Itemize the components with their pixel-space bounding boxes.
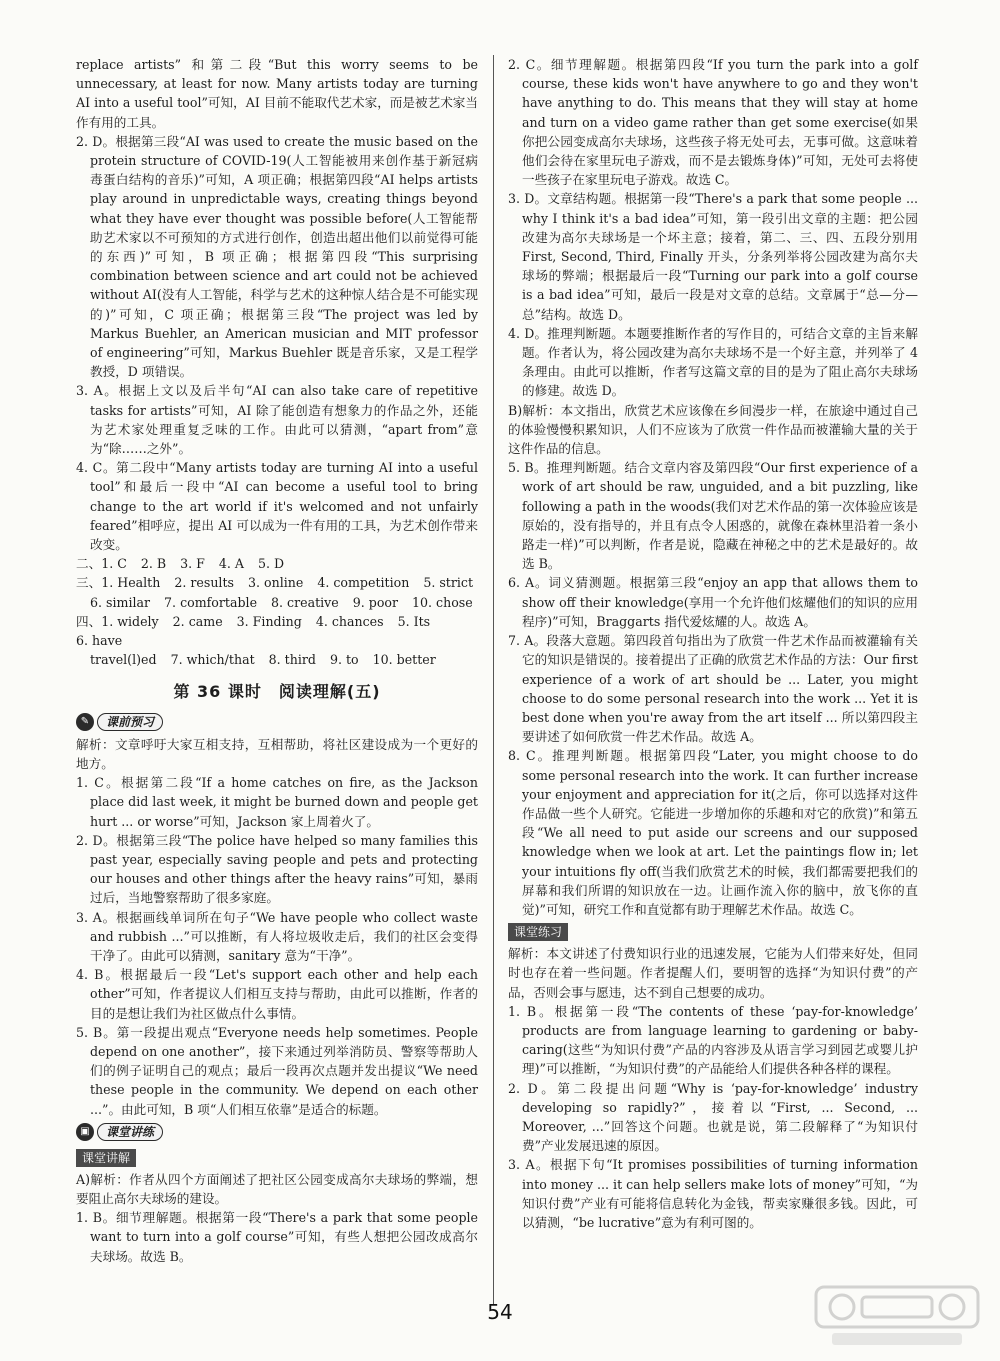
section-4-answers-row2 xyxy=(76,650,478,669)
answer-item: 3. A。根据上文以及后半句“AI can also take care of repetitive tasks for artists”可知，AI 除了能创造有想象力的作品之外，还能为艺术家处理重复乏味的工作。由此可以猜测，“apart from”意为“除……之外”。 xyxy=(76,383,478,457)
answer-key: 9. to xyxy=(329,652,359,668)
answer-item: 3. D。文章结构题。根据第一段“There's a park that some people ... why I think it's a bad idea”可知，第一段引出文章的主题：把公园改建为高尔夫球场是一个坏主意；接着，第二、三、四、五段分别用 First, Second, Third, Finally 开头，分条列举将公园改建为高尔夫球场的弊端；根据最后一段“Turning our park into a golf course is a bad idea”可知，最后一段是对文章的总结。文章属于“总—分—总”结构。故选 D。 xyxy=(508,191,918,322)
answer-key: 5. strict xyxy=(423,575,474,591)
answer-key: 二、1. C xyxy=(76,556,127,572)
section-box-label: 课堂练习 xyxy=(508,923,568,941)
answer-key: 10. chose xyxy=(412,594,473,610)
answer-key: 4. competition xyxy=(317,575,410,591)
analysis-intro: B)解析：本文指出，欣赏艺术应该像在乡间漫步一样，在旅途中通过自己的体验慢慢积累知识，人们不应该为了欣赏一件作品而被灌输大量的关于这件作品的信息。 xyxy=(508,402,918,457)
badge-label: 课堂讲练 xyxy=(97,1123,163,1141)
answer-key: 2. B xyxy=(140,556,167,572)
answer-item: 2. C。细节理解题。根据第四段“If you turn the park into a golf course, these kids won't have anywhere to go and they won't have anything to do. This means that they will stay at home and turn on a video game rather than get some exercise(如果你把公园变成高尔夫球场，这些孩子将无处可去，无事可做。这意味着他们会待在家里玩电子游戏，而不是去锻炼身体)”可知，无处可去将使一些孩子在家里玩电子游戏。故选 C。 xyxy=(508,57,918,188)
answer-key: 8. creative xyxy=(271,594,339,610)
answer-item: 4. D。推理判断题。本题要推断作者的写作目的，可结合文章的主旨来解题。作者认为，将公园改建为高尔夫球场不是一个好主意，并列举了 4 条理由。由此可以推断，作者写这篇文章的目的是为了阻止高尔夫球场的修建。故选 D。 xyxy=(508,325,918,399)
page-number: 54 xyxy=(487,1300,513,1324)
answer-key: 10. better xyxy=(372,652,436,668)
answer-key: 5. Its xyxy=(397,613,431,629)
answer-key: 四、1. widely xyxy=(76,613,159,629)
analysis-intro: 解析：文章呼吁大家互相支持，互相帮助，将社区建设成为一个更好的地方。 xyxy=(76,736,478,771)
answer-key: 3. online xyxy=(247,575,304,591)
answer-item: 1. C。根据第二段“If a home catches on fire, as the Jackson place did last week, it might be burned down and people get hurt ... or worse”可知，Jackson 家上周着火了。 xyxy=(76,775,478,829)
answer-key: 7. comfortable xyxy=(164,594,258,610)
answer-key: 4. chances xyxy=(315,613,384,629)
answer-key: 6. have xyxy=(76,633,123,649)
answer-item: 5. B。推理判断题。结合文章内容及第四段“Our first experience of a work of art should be raw, unguided, and a bit puzzling, like following a path in the woods(我们对艺术作品的第一次体验应该是原始的，没有指导的，并且有点令人困惑的，就像在森林里沿着一条小路走一样)”可以判断，作者是说，隐藏在神秘之中的艺术是最好的。故选 B。 xyxy=(508,460,918,572)
analysis-intro: 解析：本文讲述了付费知识行业的迅速发展，它能为人们带来好处，但同时也存在着一些问题。作者提醒人们，要明智的选择“为知识付费”的产品，否则会事与愿违，达不到自己想要的成功。 xyxy=(508,946,918,1000)
answer-key: 3. F xyxy=(180,556,205,572)
answer-key: 6. similar xyxy=(90,594,151,610)
answer-key: 9. poor xyxy=(352,594,399,610)
answer-item: 7. A。段落大意题。第四段首句指出为了欣赏一件艺术作品而被灌输有关它的知识是错误的。接着提出了正确的欣赏艺术作品的方法：Our first experience of a work of art should be ... Later, you might choose to do some personal research into the work ... Yet it is best done when you're away from the art itself ... 所以第四段主要讲述了如何欣赏一件艺术作品。故选 A。 xyxy=(508,633,918,745)
analysis-intro: A)解析：作者从四个方面阐述了把社区公园变成高尔夫球场的弊端，想要阻止高尔夫球场的建设。 xyxy=(76,1171,478,1206)
section-3-answers-row1 xyxy=(76,573,478,592)
answer-key: 8. third xyxy=(268,652,316,668)
badge-label: 课前预习 xyxy=(97,713,163,731)
section-3-answers-row2 xyxy=(76,593,478,612)
answer-item: 4. B。根据最后一段“Let's support each other and help each other”可知，作者提议人们相互支持与帮助，由此可以推断，作者的目的是想让我们为社区做点什么事情。 xyxy=(76,967,478,1021)
answer-key: travel(l)ed xyxy=(90,652,157,668)
answer-item: 3. A。根据画线单词所在句子“We have people who collect waste and rubbish ...”可以推断，有人将垃圾收走后，我们的社区会变得干净了。由此可以猜测，sanitary 意为“干净”。 xyxy=(76,909,478,963)
section-2-answers xyxy=(76,554,478,573)
answer-item: 2. D。根据第三段“The police have helped so many families this past year, especially saving people and pets and protecting our houses and other things after the heavy rains”可知，暴雨过后，当地警察帮助了很多家庭。 xyxy=(76,832,478,906)
answer-item: 8. C。推理判断题。根据第四段“Later, you might choose to do some personal research into the work. It can further increase your enjoyment and appreciation for it(之后，你可以选择对这件作品做一些个人研究。它能进一步增加你的乐趣和对它的欣赏)”和第五段“We all need to put aside our screens and our supposed knowledge when we look at art. Let the paintings flow in; let your intuitions fly off(当我们欣赏艺术的时候，我们都需要把我们的屏幕和我们所谓的知识放在一边。让画作流入你的脑中，放飞你的直觉)”可知，研究工作和直觉都有助于理解艺术作品。故选 C。 xyxy=(508,748,918,917)
preview-badge xyxy=(76,713,163,731)
column-divider xyxy=(493,55,494,1305)
answer-item: 1. B。根据第一段“The contents of these ‘pay-for-knowledge’ products are from language learning to gardening or baby-caring(这些“为知识付费”产品的内容涉及从语言学习到园艺或婴儿护理)”可以推断，“为知识付费”的产品能给人们提供各种各样的课程。 xyxy=(508,1003,918,1077)
answer-item: 3. A。根据下句“It promises possibilities of turning information into money ... it can help sellers make lots of money”可知，“为知识付费”产业有可能将信息转化为金钱，帮卖家赚很多钱。因此，可以猜测，“be lucrative”意为有利可图的。 xyxy=(508,1157,918,1230)
answer-key: 2. came xyxy=(172,613,223,629)
book-icon: ▣ xyxy=(76,1123,94,1141)
lesson-title: 第 36 课时 阅读理解(五) xyxy=(173,681,381,701)
answer-item: 4. C。第二段中“Many artists today are turning AI into a useful tool”和最后一段中“AI can become a useful tool to bring change to the art world if it's welcomed and not unfairly feared”相呼应，提出 AI 可以成为一件有用的工具，为艺术创作带来改变。 xyxy=(76,460,478,553)
answer-key: 5. D xyxy=(258,556,285,572)
watermark-logo xyxy=(812,1281,982,1351)
answer-item: 1. B。细节理解题。根据第一段“There's a park that some people want to turn into a golf course”可知，有些人想把公园改成高尔夫球场。故选 B。 xyxy=(76,1210,478,1264)
section-4-answers-row1 xyxy=(76,612,478,650)
answer-item: 5. B。第一段提出观点“Everyone needs help sometimes. People depend on one another”，接下来通过列举消防员、警察等帮助人们的例子证明自己的观点；最后一段再次点题并发出提议“We need these people in the community. We depend on each other ...”。由此可知，B 项“人们相互依靠”是适合的标题。 xyxy=(76,1024,478,1117)
pen-icon: ✎ xyxy=(76,713,94,731)
answer-item: 2. D。第二段提出问题“Why is ‘pay-for-knowledge’ industry developing so rapidly?”，接着以“First, ... Second, ... Moreover, ...”回答这个问题。也就是说，第二段解释了“为知识付费”产业发展迅速的原因。 xyxy=(508,1080,918,1154)
answer-key: 三、1. Health xyxy=(76,575,161,591)
answer-key: 2. results xyxy=(174,575,234,591)
class-badge xyxy=(76,1123,163,1141)
answer-key: 3. Finding xyxy=(236,613,302,629)
answer-key: 7. which/that xyxy=(170,652,255,668)
answer-key: 4. A xyxy=(218,556,245,572)
answer-item: 2. D。根据第三段“AI was used to create the music based on the protein structure of COVID-19(人工智能被用来创作基于新冠病毒蛋白结构的音乐)”可知，A 项正确；根据第四段“AI helps artists play around in unpredictable ways, creating things beyond what they have ever thought was possible before(人工智能帮助艺术家以不可预知的方式进行创作，创造出超出他们以前觉得可能的东西)”可知，B 项正确；根据第四段“This surprising combination between science and art could not be achieved without AI(没有人工智能，科学与艺术的这种惊人结合是不可能实现的)”可知，C 项正确；根据第三段“The project was led by Markus Buehler, an American musician and MIT professor of engineering”可知，Markus Buehler 既是音乐家，又是工程学教授，D 项错误。 xyxy=(76,133,478,380)
left-column xyxy=(76,55,478,1266)
right-column xyxy=(508,55,918,1232)
answer-paragraph: replace artists” 和第二段“But this worry seems to be unnecessary, at least for now. Many artists today are turning AI into a useful tool”可知，AI 目前不能取代艺术家，而是被艺术家当作有用的工具。 xyxy=(76,57,478,130)
section-box-label: 课堂讲解 xyxy=(76,1149,136,1167)
answer-item: 6. A。词义猜测题。根据第三段“enjoy an app that allows them to show off their knowledge(享用一个允许他们炫耀他们的知识的应用程序)”可知，Braggarts 指代爱炫耀的人。故选 A。 xyxy=(508,575,918,629)
